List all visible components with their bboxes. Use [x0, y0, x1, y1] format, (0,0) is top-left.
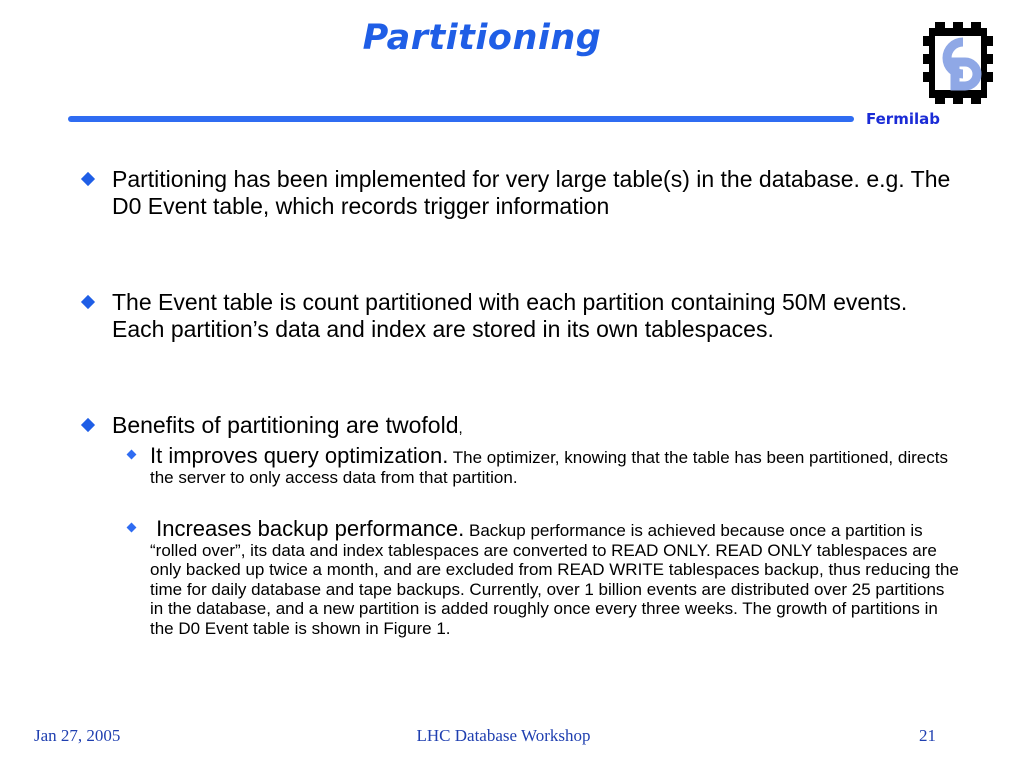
- slide-title: Partitioning: [362, 18, 602, 58]
- bullet-text: Benefits of partitioning are twofold: [112, 412, 459, 438]
- sub-bullet-2: [150, 516, 960, 638]
- bullet-3: [112, 412, 952, 442]
- fermilab-logo-text: Fermilab: [866, 110, 940, 128]
- sub-bullet-detail: The optimizer, knowing that the table has been partitioned, directs the server to only access data from that partition.: [150, 448, 948, 487]
- sub-bullet-lead: Increases backup performance.: [150, 516, 465, 541]
- diamond-bullet-icon: [81, 418, 95, 432]
- footer-date: Jan 27, 2005: [34, 726, 121, 745]
- footer-page-number: 21: [919, 726, 936, 745]
- bullet-text: The Event table is count partitioned with each partition containing 50M events. Each partition’s data and index are stored in its own tablespaces.: [112, 289, 908, 342]
- diamond-bullet-icon: [81, 172, 95, 186]
- small-diamond-bullet-icon: [127, 450, 137, 460]
- bullet-2: [112, 289, 952, 343]
- footer-event: LHC Database Workshop: [416, 726, 591, 745]
- sub-bullet-lead: It improves query optimization.: [150, 443, 449, 468]
- bullet-1: [112, 166, 952, 220]
- fermilab-logo: [919, 22, 997, 104]
- bullet-text: Partitioning has been implemented for very large table(s) in the database. e.g. The D0 Event table, which records trigger information: [112, 166, 951, 219]
- bullet-suffix: ,: [458, 420, 463, 437]
- sub-bullet-1: [150, 443, 960, 487]
- small-diamond-bullet-icon: [127, 523, 137, 533]
- sub-bullet-detail: Backup performance is achieved because once a partition is “rolled over”, its data and index tablespaces are converted to READ ONLY. READ ONLY tablespaces are only backed up twice a month, and are excluded from READ WRITE tablespaces backup, thus reducing the time for daily database and tape backups. Currently, over 1 billion events are distributed over 25 partitions in the database, and a new partition is added roughly once every three weeks. The growth of partitions in the D0 Event table is shown in Figure 1.: [150, 521, 959, 638]
- diamond-bullet-icon: [81, 295, 95, 309]
- title-divider: [68, 116, 854, 122]
